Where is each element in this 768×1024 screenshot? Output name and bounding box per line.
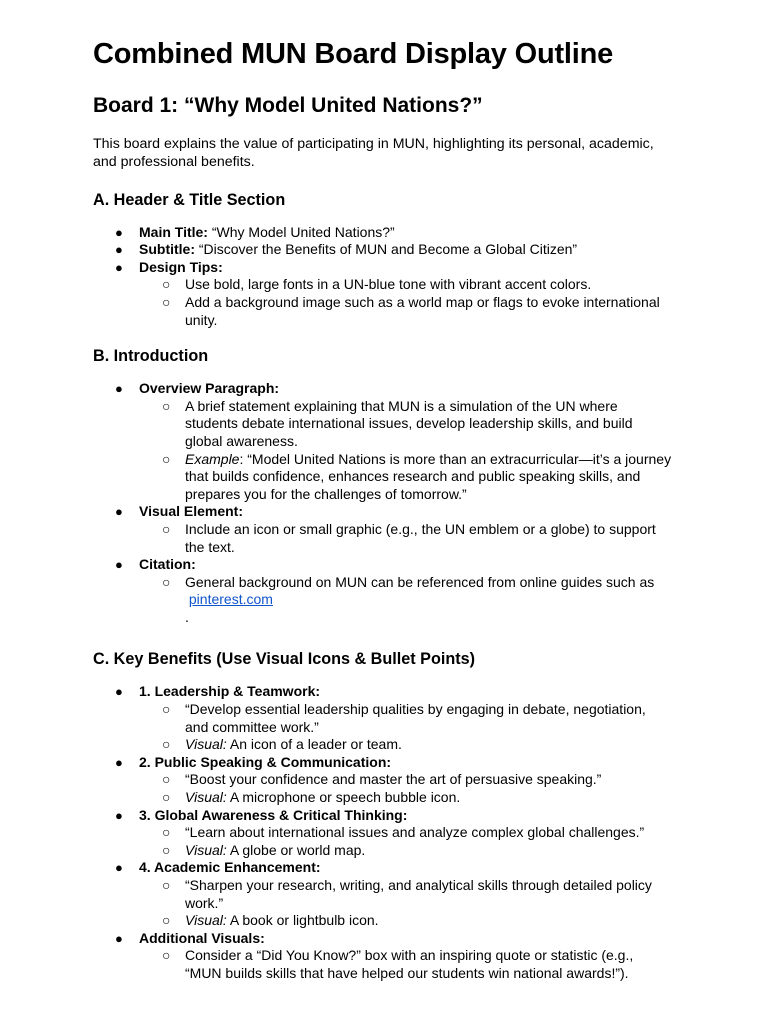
bullet-icon: ● (115, 504, 123, 520)
sub-item-text: : “Model United Nations is more than an extracurricular—it’s a journey that builds confidence, enhances research and public speaking skills, and prepares you for the challenges of tomorrow.” (185, 450, 672, 502)
list-item-additional-visuals (93, 930, 708, 983)
bullet-icon: ● (115, 684, 123, 700)
sub-bullet-icon: ○ (162, 293, 171, 310)
bullet-icon: ● (115, 930, 123, 946)
item-label: 1. Leadership & Teamwork: (139, 683, 321, 700)
sub-list (139, 701, 708, 754)
item-label: Subtitle: (139, 241, 195, 258)
list-item-benefit-1 (93, 683, 708, 753)
sub-list-item (139, 736, 672, 754)
sub-bullet-icon: ○ (162, 877, 171, 893)
document-title: Combined MUN Board Display Outline (93, 38, 614, 70)
bullet-icon: ● (115, 381, 123, 397)
list-item-benefit-2 (93, 754, 708, 807)
sub-list-item (139, 912, 672, 930)
sub-list-item (139, 877, 672, 912)
item-label: Visual Element: (139, 503, 244, 520)
sub-bullet-icon: ○ (162, 947, 171, 964)
sub-item-text: A book or lightbulb icon. (226, 912, 379, 929)
sub-list (139, 398, 708, 504)
sub-item-text: A brief statement explaining that MUN is a simulation of the UN where students debate international issues, develop leadership skills, and build global awareness. (185, 397, 633, 449)
sub-list-item (139, 521, 672, 556)
sub-list-item (139, 276, 672, 294)
section-a-heading: A. Header & Title Section (93, 190, 286, 209)
sub-list (139, 574, 708, 627)
sub-list (139, 771, 708, 806)
sub-bullet-icon: ○ (162, 789, 171, 806)
item-label: Overview Paragraph: (139, 380, 280, 397)
sub-item-text: Consider a “Did You Know?” box with an inspiring quote or statistic (e.g., “MUN builds skills that have helped our students win national awards!”). (185, 947, 634, 981)
bullet-icon: ● (115, 557, 123, 573)
sub-bullet-icon: ○ (162, 397, 171, 414)
visual-label: Visual: (185, 912, 227, 929)
sub-list-item (139, 701, 672, 736)
list-item-design-tips (93, 259, 708, 329)
citation-tail: . (185, 608, 189, 625)
sub-item-text: A globe or world map. (226, 841, 366, 858)
item-label: 2. Public Speaking & Communication: (139, 753, 392, 770)
sub-bullet-icon: ○ (162, 841, 171, 858)
sub-bullet-icon: ○ (162, 276, 171, 293)
list-item-main-title (93, 224, 708, 242)
item-label: 4. Academic Enhancement: (139, 859, 321, 876)
sub-item-text: “Develop essential leadership qualities by engaging in debate, negotiation, and committee work.” (185, 701, 646, 735)
bullet-icon: ● (115, 259, 123, 275)
sub-item-text: An icon of a leader or team. (226, 736, 402, 753)
bullet-icon: ● (115, 807, 123, 823)
sub-bullet-icon: ○ (162, 824, 171, 841)
list-item-benefit-4 (93, 859, 708, 929)
sub-bullet-icon: ○ (162, 520, 171, 537)
item-label: Design Tips: (139, 258, 223, 275)
sub-bullet-icon: ○ (162, 912, 171, 929)
item-label: Additional Visuals: (139, 929, 265, 946)
item-text: “Why Model United Nations?” (207, 223, 395, 240)
section-c-heading: C. Key Benefits (Use Visual Icons & Bullet Points) (93, 650, 475, 669)
item-label: 3. Global Awareness & Critical Thinking: (139, 806, 408, 823)
sub-list-item (139, 451, 672, 504)
section-c-list (93, 683, 708, 982)
sub-bullet-icon: ○ (162, 771, 171, 788)
sub-item-text: “Sharpen your research, writing, and analytical skills through detailed policy work.” (185, 877, 652, 911)
item-label: Citation: (139, 556, 196, 573)
visual-label: Visual: (185, 841, 227, 858)
sub-list (139, 521, 708, 556)
item-label: Main Title: (139, 223, 208, 240)
sub-bullet-icon: ○ (162, 450, 171, 467)
visual-label: Visual: (185, 789, 227, 806)
sub-list-item (139, 824, 672, 842)
list-item-overview (93, 380, 708, 503)
sub-list (139, 877, 708, 930)
sub-bullet-icon: ○ (162, 736, 171, 753)
sub-list-item (139, 771, 672, 789)
bullet-icon: ● (115, 860, 123, 876)
bullet-icon: ● (115, 242, 123, 258)
sub-item-text: Include an icon or small graphic (e.g., the UN emblem or a globe) to support the text. (185, 520, 656, 555)
example-label: Example (185, 450, 240, 467)
list-item-citation (93, 556, 708, 626)
sub-list (139, 947, 708, 982)
sub-item-text: General background on MUN can be referenced from online guides such as (185, 573, 655, 590)
board-title: Board 1: “Why Model United Nations?” (93, 94, 483, 117)
sub-list-item (139, 842, 672, 860)
list-item-subtitle (93, 241, 708, 259)
intro-paragraph: This board explains the value of participating in MUN, highlighting its personal, academic, and professional benefits. (93, 136, 654, 170)
sub-list-item (139, 398, 672, 451)
sub-item-text: “Learn about international issues and analyze complex global challenges.” (185, 824, 645, 841)
sub-bullet-icon: ○ (162, 701, 171, 718)
sub-list-item (139, 574, 672, 627)
item-text: “Discover the Benefits of MUN and Become a Global Citizen” (195, 241, 578, 258)
section-b-heading: B. Introduction (93, 347, 209, 366)
list-item-benefit-3 (93, 807, 708, 860)
sub-item-text: A microphone or speech bubble icon. (226, 789, 461, 806)
bullet-icon: ● (115, 224, 123, 240)
sub-list-item (139, 789, 672, 807)
sub-item-text: “Boost your confidence and master the art of persuasive speaking.” (185, 771, 602, 788)
sub-item-text: Add a background image such as a world map or flags to evoke international unity. (185, 293, 660, 328)
sub-item-text: Use bold, large fonts in a UN-blue tone with vibrant accent colors. (185, 276, 592, 293)
visual-label: Visual: (185, 736, 227, 753)
sub-list (139, 824, 708, 859)
citation-link[interactable]: pinterest.com (188, 591, 273, 608)
bullet-icon: ● (115, 754, 123, 770)
list-item-visual-element (93, 503, 708, 556)
sub-list-item (139, 947, 672, 982)
sub-list-item (139, 294, 672, 329)
sub-list (139, 276, 708, 329)
sub-bullet-icon: ○ (162, 573, 171, 590)
section-b-list (93, 380, 708, 626)
section-a-list (93, 224, 708, 330)
